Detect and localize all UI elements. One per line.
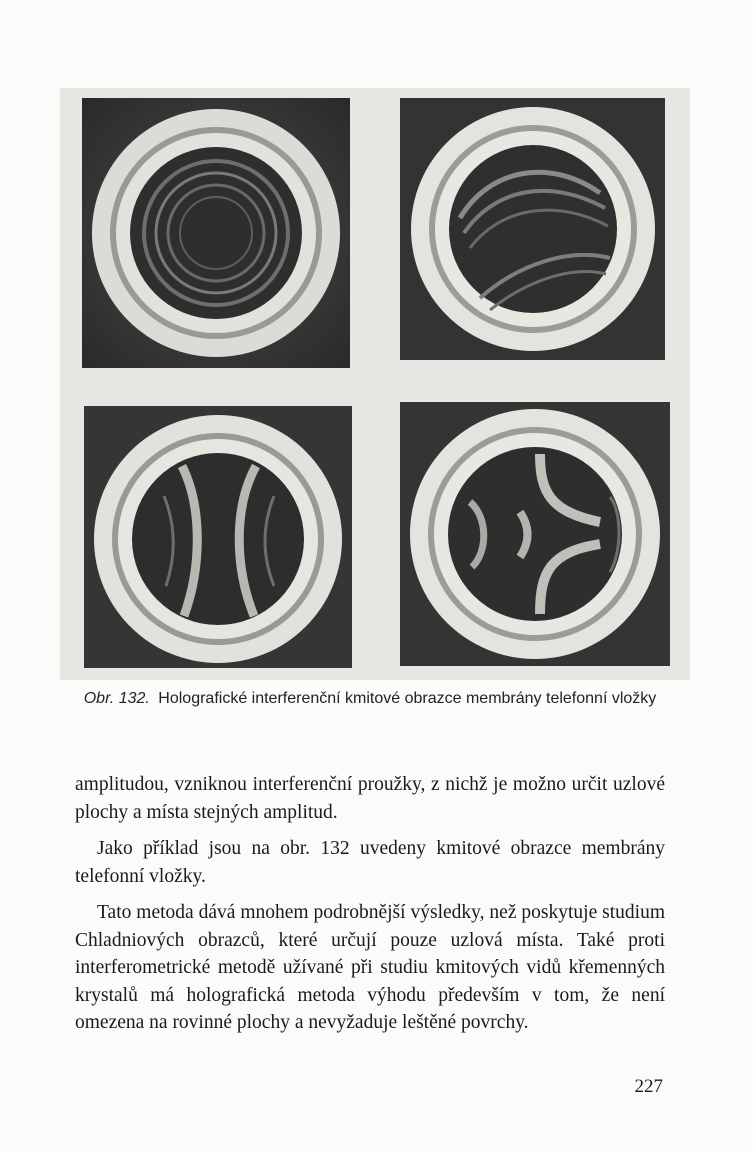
membrane-two-nodes-svg	[84, 406, 352, 668]
paragraph-2: Jako příklad jsou na obr. 132 uvedeny kmitové obrazce membrány telefonní vložky.	[75, 838, 665, 887]
paragraph-1: amplitudou, vzniknou interferenční proužky, z nichž je možno určit uzlové plochy a místa stejných amplitud.	[75, 774, 665, 823]
page-number: 227	[634, 1076, 663, 1097]
body-text	[75, 771, 665, 1037]
hologram-photo-diagonal	[400, 98, 665, 360]
hologram-photo-two-nodes	[84, 406, 352, 668]
hologram-photo-cross	[400, 402, 670, 666]
figure-caption	[74, 688, 666, 709]
membrane-diagonal-svg	[400, 98, 665, 360]
membrane-cross-svg	[400, 402, 670, 666]
membrane-concentric-svg	[82, 98, 350, 368]
figure-plate	[60, 88, 690, 680]
paragraph-3: Tato metoda dává mnohem podrobnější výsledky, než poskytuje studium Chladniových obrazců, které určují pouze uzlová místa. Také proti interferometrické metodě užívané při studiu kmitových vidů křemenných krystalů má holografická metoda výhodu především v tom, že není omezena na rovinné plochy a nevyžaduje leštěné povrchy.	[75, 902, 665, 1033]
figure-label: Obr. 132.	[83, 690, 150, 707]
hologram-photo-concentric	[82, 98, 350, 368]
figure-caption-text: Holografické interferenční kmitové obrazce membrány telefonní vložky	[158, 690, 657, 707]
